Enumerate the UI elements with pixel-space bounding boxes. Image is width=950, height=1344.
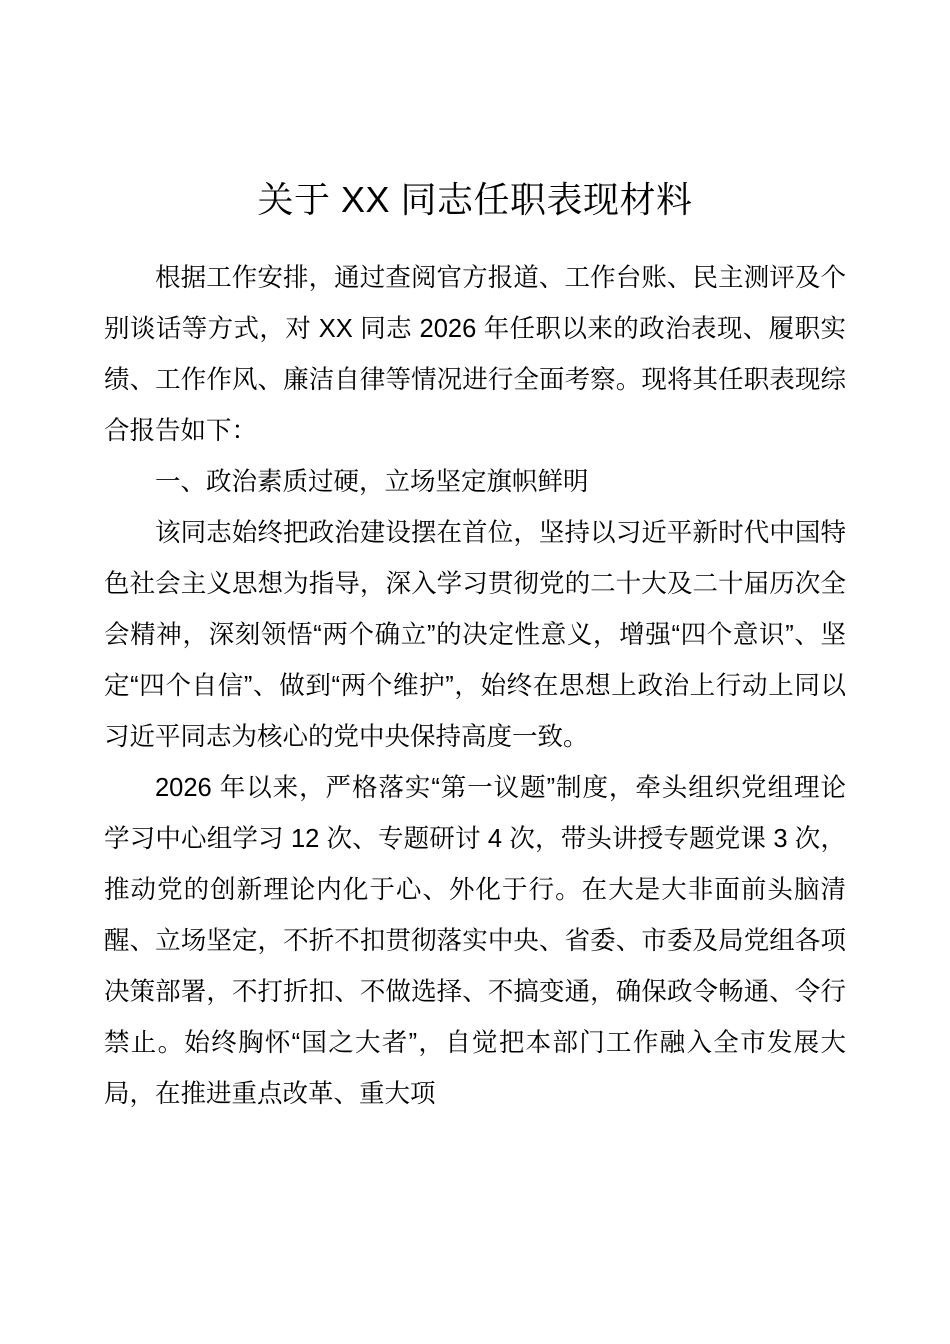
paragraph-2026-performance: 2026 年以来，严格落实“第一议题”制度，牵头组织党组理论学习中心组学习 12 次、专题研讨 4 次，带头讲授专题党课 3 次，推动党的创新理论内化于心、外化于行。在大是大非面前头脑清醒、立场坚定，不折不扣贯彻落实中央、省委、市委及局党组各项决策部署，不打折扣、不做选择、不搞变通，确保政令畅通、令行禁止。始终胸怀“国之大者”，自觉把本部门工作融入全市发展大局，在推进重点改革、重大项 [104,774,846,1108]
section-heading-1: 一、政治素质过硬，立场坚定旗帜鲜明 [155,468,589,496]
paragraph-intro: 根据工作安排，通过查阅官方报道、工作台账、民主测评及个别谈话等方式，对 XX 同志 2026 年任职以来的政治表现、履职实绩、工作作风、廉洁自律等情况进行全面考察。现将其任职表现综合报告如下： [104,264,846,445]
document-body [104,0,846,1120]
page-title: 关于 XX 同志任职表现材料 [257,179,693,220]
paragraph-political-quality: 该同志始终把政治建设摆在首位，坚持以习近平新时代中国特色社会主义思想为指导，深入学习贯彻党的二十大及二十届历次全会精神，深刻领悟“两个确立”的决定性意义，增强“四个意识”、坚定“四个自信”、做到“两个维护”，始终在思想上政治上行动上同以习近平同志为核心的党中央保持高度一致。 [104,519,846,751]
